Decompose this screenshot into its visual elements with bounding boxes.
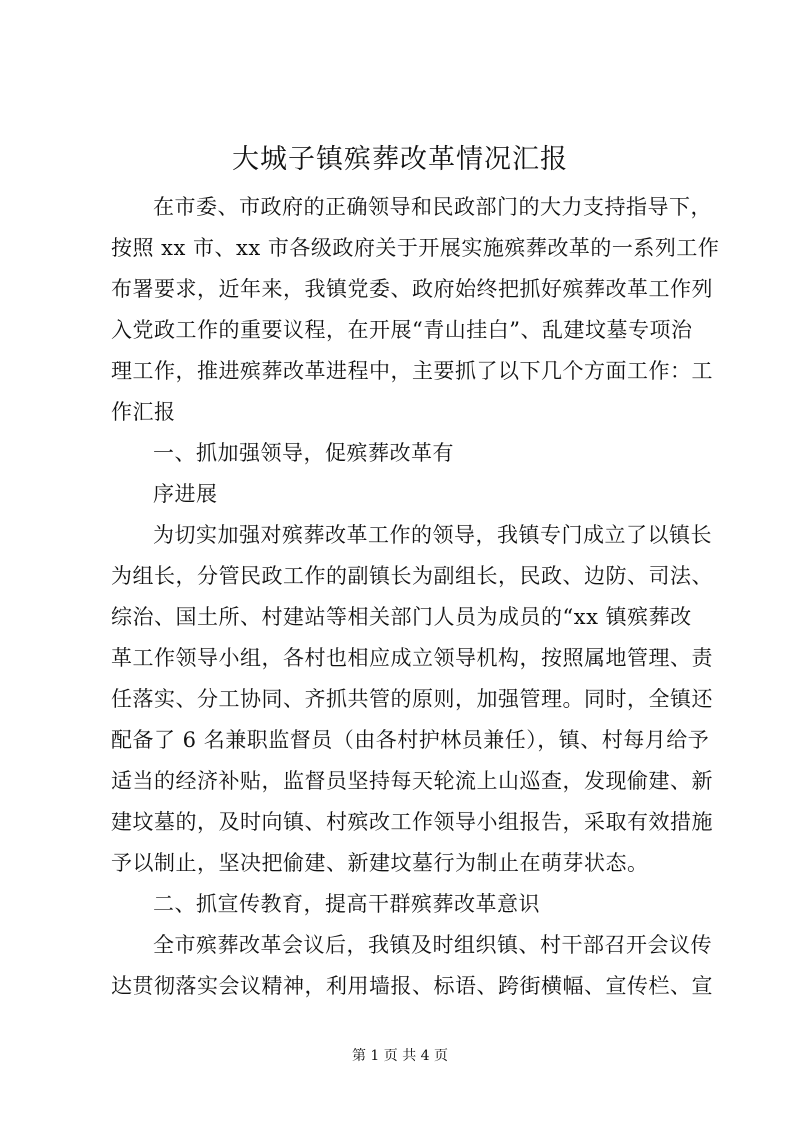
paragraph-line: 作汇报 — [111, 400, 176, 424]
paragraph-line: 在市委、市政府的正确领导和民政部门的大力支持指导下， — [153, 195, 712, 219]
paragraph-line: 入党政工作的重要议程，在开展“青山挂白”、乱建坟墓专项治 — [111, 318, 693, 342]
paragraph-line: 革工作领导小组，各村也相应成立领导机构，按照属地管理、责 — [111, 646, 713, 670]
section-heading: 一、抓加强领导，促殡葬改革有 — [153, 441, 454, 465]
paragraph-line: 适当的经济补贴，监督员坚持每天轮流上山巡查，发现偷建、新 — [111, 769, 713, 793]
section-heading: 序进展 — [153, 482, 218, 506]
paragraph-line: 予以制止，坚决把偷建、新建坟墓行为制止在萌芽状态。 — [111, 851, 649, 875]
paragraph-line: 综治、国土所、村建站等相关部门人员为成员的“xx 镇殡葬改 — [111, 605, 692, 629]
paragraph-line: 为组长，分管民政工作的副镇长为副组长，民政、边防、司法、 — [111, 564, 713, 588]
paragraph-line: 按照 xx 市、xx 市各级政府关于开展实施殡葬改革的一系列工作 — [111, 236, 720, 260]
paragraph-line: 全市殡葬改革会议后，我镇及时组织镇、村干部召开会议传 — [153, 933, 712, 957]
paragraph-line: 布署要求，近年来，我镇党委、政府始终把抓好殡葬改革工作列 — [111, 277, 713, 301]
paragraph-line: 达贯彻落实会议精神，利用墙报、标语、跨街横幅、宣传栏、宣 — [111, 974, 713, 998]
paragraph-line: 为切实加强对殡葬改革工作的领导，我镇专门成立了以镇长 — [153, 523, 712, 547]
paragraph-line: 配备了 6 名兼职监督员（由各村护林员兼任），镇、村每月给予 — [111, 728, 710, 752]
paragraph-line: 理工作，推进殡葬改革进程中，主要抓了以下几个方面工作：工 — [111, 359, 713, 383]
page-number-footer: 第 1 页 共 4 页 — [351, 1048, 449, 1064]
paragraph-line: 任落实、分工协同、齐抓共管的原则，加强管理。同时，全镇还 — [111, 687, 713, 711]
section-heading: 二、抓宣传教育，提高干群殡葬改革意识 — [153, 892, 540, 916]
paragraph-line: 建坟墓的，及时向镇、村殡改工作领导小组报告，采取有效措施 — [111, 810, 713, 834]
document-title: 大城子镇殡葬改革情况汇报 — [232, 144, 568, 175]
